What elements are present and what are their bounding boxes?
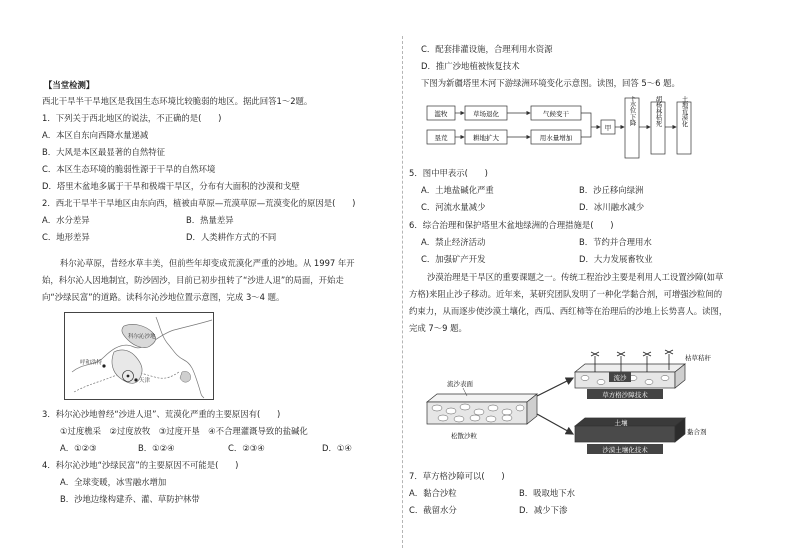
q1-option-a: A．本区自东向西降水量递减 [42, 130, 149, 140]
svg-text:垦荒: 垦荒 [434, 134, 448, 142]
q4-stem: 4．科尔沁沙地“沙绿民富”的主要原因不可能是( ) [42, 460, 239, 470]
q2-option-a: A．水分差异 [42, 215, 90, 225]
svg-text:甲: 甲 [604, 124, 612, 132]
label-soilization-tech: 沙漠土壤化技术 [602, 446, 648, 454]
map-label-hohhot: 呼和浩特 [80, 360, 103, 366]
q6-option-d: D．大力发展畜牧业 [579, 254, 653, 264]
tarim-oasis-flow-diagram [423, 96, 713, 160]
label-binder: 黏合剂 [687, 428, 707, 436]
intro-text-2-line3: 向“沙绿民富”的道路。读科尔沁沙地位置示意图，完成 3～4 题。 [42, 292, 285, 302]
label-straw: 枯草秸秆 [685, 354, 711, 362]
intro-text-4-line2: 方格)来阻止沙子移动。近年来，某研究团队发明了一种化学黏合剂，可增强沙粒间的 [409, 289, 723, 299]
q3-statements: ①过度樵采 ②过度放牧 ③过度开垦 ④不合理灌溉导致的盐碱化 [60, 426, 308, 436]
intro-text-4-line3: 约束力，从而逐步使沙漠土壤化，西瓜、西红柿等在治理后的沙地上长势喜人。读图， [409, 306, 728, 316]
q7-option-a: A．黏合沙粒 [409, 488, 457, 498]
tianjin-marker [134, 378, 137, 381]
svg-text:土地荒漠化: 土地荒漠化 [680, 96, 688, 127]
label-grid-tech: 草方格沙障技术 [602, 391, 648, 399]
intro-text-3: 下图为新疆塔里木河下游绿洲环境变化示意图。读图，回答 5～6 题。 [421, 78, 680, 88]
q3-option-b: B．①②④ [138, 443, 175, 453]
intro-text-4-line1: 沙漠治理是干旱区的重要课题之一。传统工程治沙主要是利用人工设置沙障(如草 [427, 272, 724, 282]
q3-option-c: C．②③④ [228, 443, 265, 453]
q4-option-c: C．配套排灌设施，合理利用水资源 [421, 44, 553, 54]
q5-option-c: C．河流水量减少 [421, 202, 486, 212]
intro-text-4-line4: 完成 7～9 题。 [409, 323, 467, 333]
map-label-tianjin: 天津 [139, 378, 151, 384]
q2-option-d: D．人类耕作方式的不同 [186, 232, 277, 242]
intro-text-2-line2: 始，科尔沁人因地制宜，防沙固沙，目前已初步扭转了“沙进人退”的局面，开始走 [42, 275, 344, 285]
hohhot-marker [102, 364, 105, 367]
q7-stem: 7．草方格沙障可以( ) [409, 471, 505, 481]
q4-option-d: D．推广沙地植被恢复技术 [421, 61, 520, 71]
svg-text:耕地扩大: 耕地扩大 [473, 134, 499, 142]
q1-option-d: D．塔里木盆地多属于干旱和极端干旱区，分布有大面积的沙漠和戈壁 [42, 181, 300, 191]
q6-option-a: A．禁止经济活动 [421, 237, 486, 247]
horqin-location-map [64, 312, 214, 400]
svg-text:气候变干: 气候变干 [543, 110, 569, 118]
q1-option-b: B．大风是本区最显著的自然特征 [42, 147, 165, 157]
q1-option-c: C．本区生态环境的脆弱性源于干旱的自然环境 [42, 164, 216, 174]
label-loose-grains: 松散沙粒 [451, 432, 477, 440]
q2-option-c: C．地形差异 [42, 232, 90, 242]
q4-option-a: A．全球变暖，冰雪融水增加 [60, 477, 167, 487]
q6-option-c: C．加强矿产开发 [421, 254, 486, 264]
intro-text-2-line1: 科尔沁草原，昔经水草丰美，但前些年却变成荒漠化严重的沙地。从 1997 年开 [60, 258, 355, 268]
q5-option-b: B．沙丘移向绿洲 [579, 185, 644, 195]
intro-text-1: 西北干旱半干旱地区是我国生态环境比较脆弱的地区。据此回答1～2题。 [42, 96, 313, 106]
q2-option-b: B．热量差异 [186, 215, 234, 225]
section-title: 【当堂检测】 [44, 80, 95, 90]
q6-option-b: B．节约并合理用水 [579, 237, 652, 247]
q7-option-b: B．吸取地下水 [519, 488, 575, 498]
q4-option-b: B．沙地边缘构建乔、灌、草防护林带 [60, 494, 200, 504]
q3-option-a: A．①②③ [60, 443, 97, 453]
label-flowing-surface: 流沙表面 [447, 380, 473, 388]
q2-stem: 2．西北干旱半干旱地区由东向西，植被由草原—荒漠草原—荒漠变化的原因是( ) [42, 198, 356, 208]
svg-text:用水量增加: 用水量增加 [539, 134, 573, 142]
q5-option-d: D．冰川融水减少 [579, 202, 645, 212]
column-divider [402, 36, 403, 548]
q3-stem: 3．科尔沁沙地曾经“沙进人退”、荒漠化严重的主要原因有( ) [42, 409, 281, 419]
q6-stem: 6．综合治理和保护塔里木盆地绿洲的合理措施是( ) [409, 220, 614, 230]
label-flowing-sand: 流沙 [613, 374, 627, 382]
q7-option-c: C．截留水分 [409, 505, 457, 515]
map-label-desert: 科尔沁沙地 [128, 334, 156, 340]
svg-text:胡杨林枯死: 胡杨林枯死 [654, 96, 662, 127]
svg-text:草场退化: 草场退化 [473, 110, 499, 118]
q3-option-d: D．①④ [322, 443, 352, 453]
q5-option-a: A．土地盐碱化严重 [421, 185, 494, 195]
label-soil: 土壤 [614, 419, 628, 427]
q7-option-d: D．减少下渗 [519, 505, 568, 515]
svg-text:滥牧: 滥牧 [434, 110, 448, 118]
q5-stem: 5．图中甲表示( ) [409, 168, 488, 178]
svg-text:地下水位下降: 地下水位下降 [628, 96, 636, 126]
sand-fixation-diagram [423, 338, 723, 464]
q1-stem: 1．下列关于西北地区的说法，不正确的是( ) [42, 113, 222, 123]
